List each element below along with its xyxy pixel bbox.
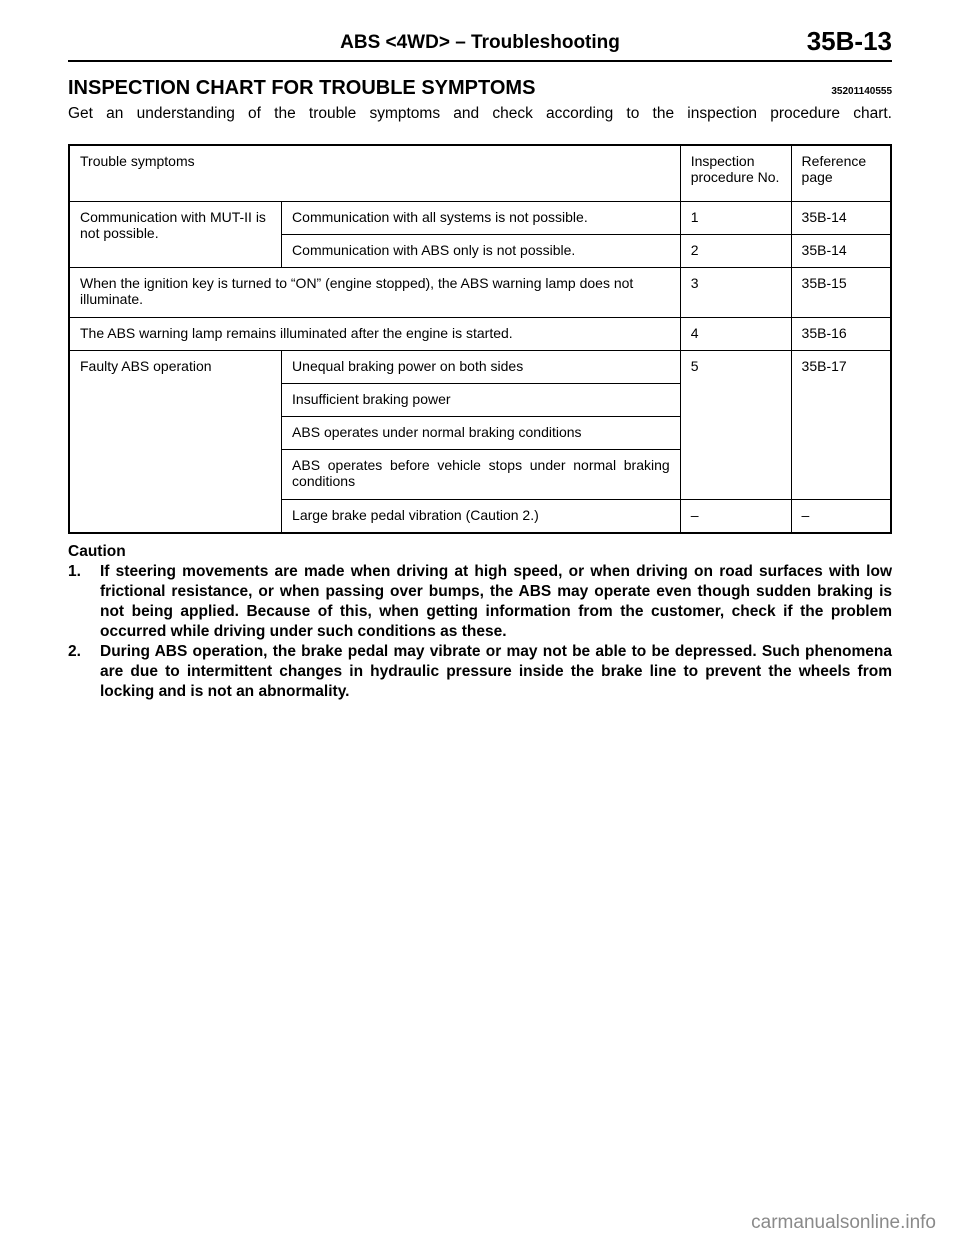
caution-title: Caution [68,543,126,560]
caution-item-number: 2. [68,643,81,660]
section-code: 35201140555 [831,86,892,97]
symptom-cell: ABS operates under normal braking conditions [282,417,681,450]
symptom-cell: Communication with all systems is not possible. [282,202,681,235]
section-heading [68,77,892,103]
caution-item-text: During ABS operation, the brake pedal may vibrate or may not be able to be depressed. Such phenomena are due to intermittent changes in hydraulic pressure inside the brake line to prevent the wheels from locking and is not an abnormality. [100,643,892,700]
symptom-cell: Unequal braking power on both sides [282,351,681,384]
symptom-cell: The ABS warning lamp remains illuminated after the engine is started. [69,318,680,351]
procedure-cell: – [680,500,791,534]
section-title: INSPECTION CHART FOR TROUBLE SYMPTOMS [68,77,536,99]
faulty-group-cell: Faulty ABS operation [69,351,282,534]
symptom-cell: Communication with ABS only is not possible. [282,235,681,268]
procedure-cell: 5 [680,351,791,500]
reference-cell: 35B-14 [791,235,891,268]
procedure-cell: 3 [680,268,791,318]
procedure-cell: 4 [680,318,791,351]
table-header-row [69,145,891,202]
procedure-cell: 1 [680,202,791,235]
reference-cell: 35B-16 [791,318,891,351]
header-title: ABS <4WD> – Troubleshooting [340,32,620,53]
caution-item [68,562,892,642]
header-symptoms: Trouble symptoms [69,145,680,202]
symptom-cell: Large brake pedal vibration (Caution 2.) [282,500,681,534]
table-row [69,202,891,235]
symptom-cell: ABS operates before vehicle stops under normal braking conditions [282,450,681,500]
table-row [69,268,891,318]
reference-cell: 35B-17 [791,351,891,500]
page-number: 35B-13 [806,26,892,56]
caution-list [68,562,892,702]
header-reference: Reference page [791,145,891,202]
procedure-cell: 2 [680,235,791,268]
page-header [68,28,892,62]
reference-cell: 35B-15 [791,268,891,318]
caution-block [68,542,892,702]
reference-cell: 35B-14 [791,202,891,235]
symptom-cell: When the ignition key is turned to “ON” (engine stopped), the ABS warning lamp does not illuminate. [69,268,680,318]
watermark-text: carmanualsonline.info [751,1212,936,1233]
caution-item-text: If steering movements are made when driving at high speed, or when driving on road surfaces with low frictional resistance, or when passing over bumps, the ABS may operate even though sudden braking is not being applied. Because of this, when getting information from the customer, check if the problem occurred while driving under such conditions as these. [100,563,892,640]
comm-group-cell: Communication with MUT-II is not possible. [69,202,282,268]
caution-item-number: 1. [68,563,81,580]
table-row [69,351,891,384]
table-row [69,318,891,351]
reference-cell: – [791,500,891,534]
header-procedure: Inspection procedure No. [680,145,791,202]
caution-item [68,642,892,702]
inspection-chart-table [68,144,892,534]
symptom-cell: Insufficient braking power [282,384,681,417]
intro-text: Get an understanding of the trouble symptoms and check according to the inspection procedure chart. [68,105,892,122]
